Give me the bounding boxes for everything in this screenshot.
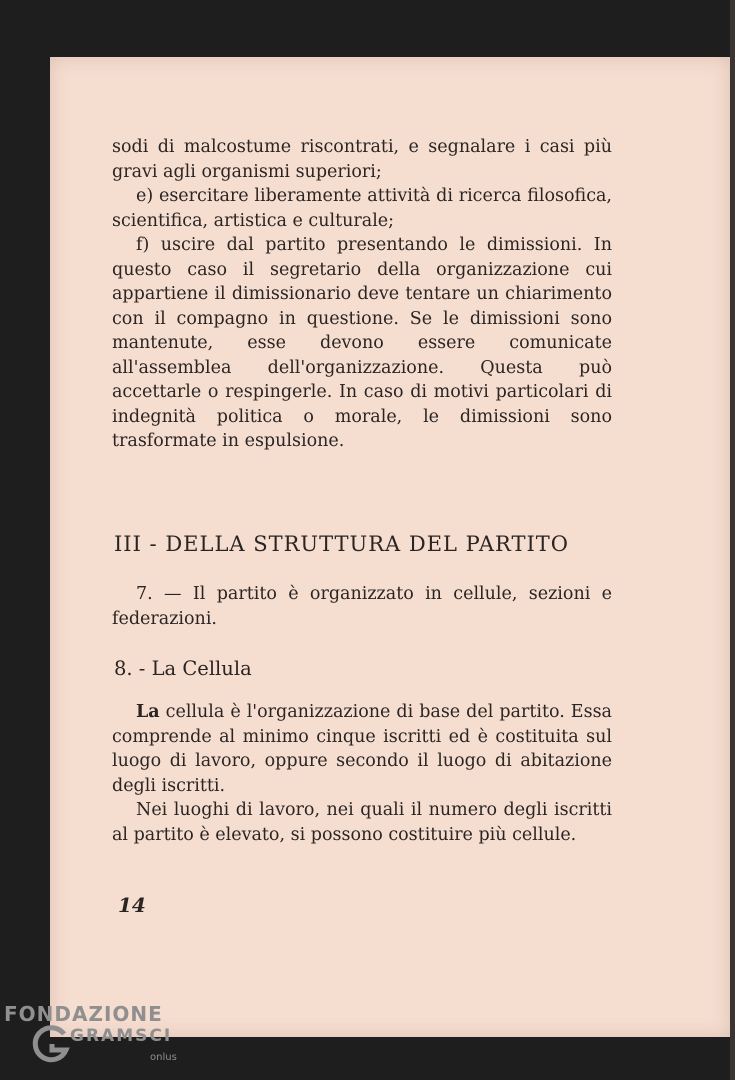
logo-g-icon: [30, 1024, 70, 1064]
paragraph-e-ricerca: e) esercitare liberamente attività di ricerca filosofica, scientifica, artistica e culturale;: [112, 186, 612, 231]
article-8-paragraph-1: [112, 700, 612, 798]
page-number: 14: [118, 893, 146, 917]
article-8-lead: La: [136, 702, 160, 722]
article-8-heading: 8. - La Cellula: [114, 657, 252, 680]
book-spine: [730, 0, 735, 1080]
paragraph-f-dimissioni: f) uscire dal partito presentando le dimissioni. In questo caso il segretario della organizzazione cui appartiene il dimissionario deve tentare un chiarimento con il compagno in questione. Se le dimissioni sono mantenute, esse devono essere comunicate all'assemblea dell'organizzazione. Questa può accettarle o respingerle. In caso di motivi particolari di indegnità politica o morale, le dimissioni sono trasformate in espulsione.: [112, 235, 612, 451]
paragraph-malcostume: sodi di malcostume riscontrati, e segnalare i casi più gravi agli organismi superiori;: [112, 137, 612, 182]
fondazione-gramsci-logo: [0, 1000, 200, 1072]
article-7-text: 7. — Il partito è organizzato in cellule, sezioni e federazioni.: [112, 584, 612, 629]
article-7: [112, 582, 612, 631]
article-8-paragraph-1-text: cellula è l'organizzazione di base del partito. Essa comprende al minimo cinque iscritti ed è costituita sul luogo di lavoro, oppure secondo il luogo di abitazione degli iscritti.: [112, 702, 612, 796]
article-8-paragraph-2: Nei luoghi di lavoro, nei quali il numero degli iscritti al partito è elevato, si possono costituire più cellule.: [112, 800, 612, 845]
logo-line-1: FONDAZIONE: [4, 1002, 163, 1026]
logo-line-2: GRAMSCI: [70, 1026, 173, 1046]
section-heading: III - DELLA STRUTTURA DEL PARTITO: [114, 532, 570, 556]
logo-line-3: onlus: [150, 1052, 177, 1063]
article-8: [112, 700, 612, 847]
body-text-top: [112, 135, 612, 454]
